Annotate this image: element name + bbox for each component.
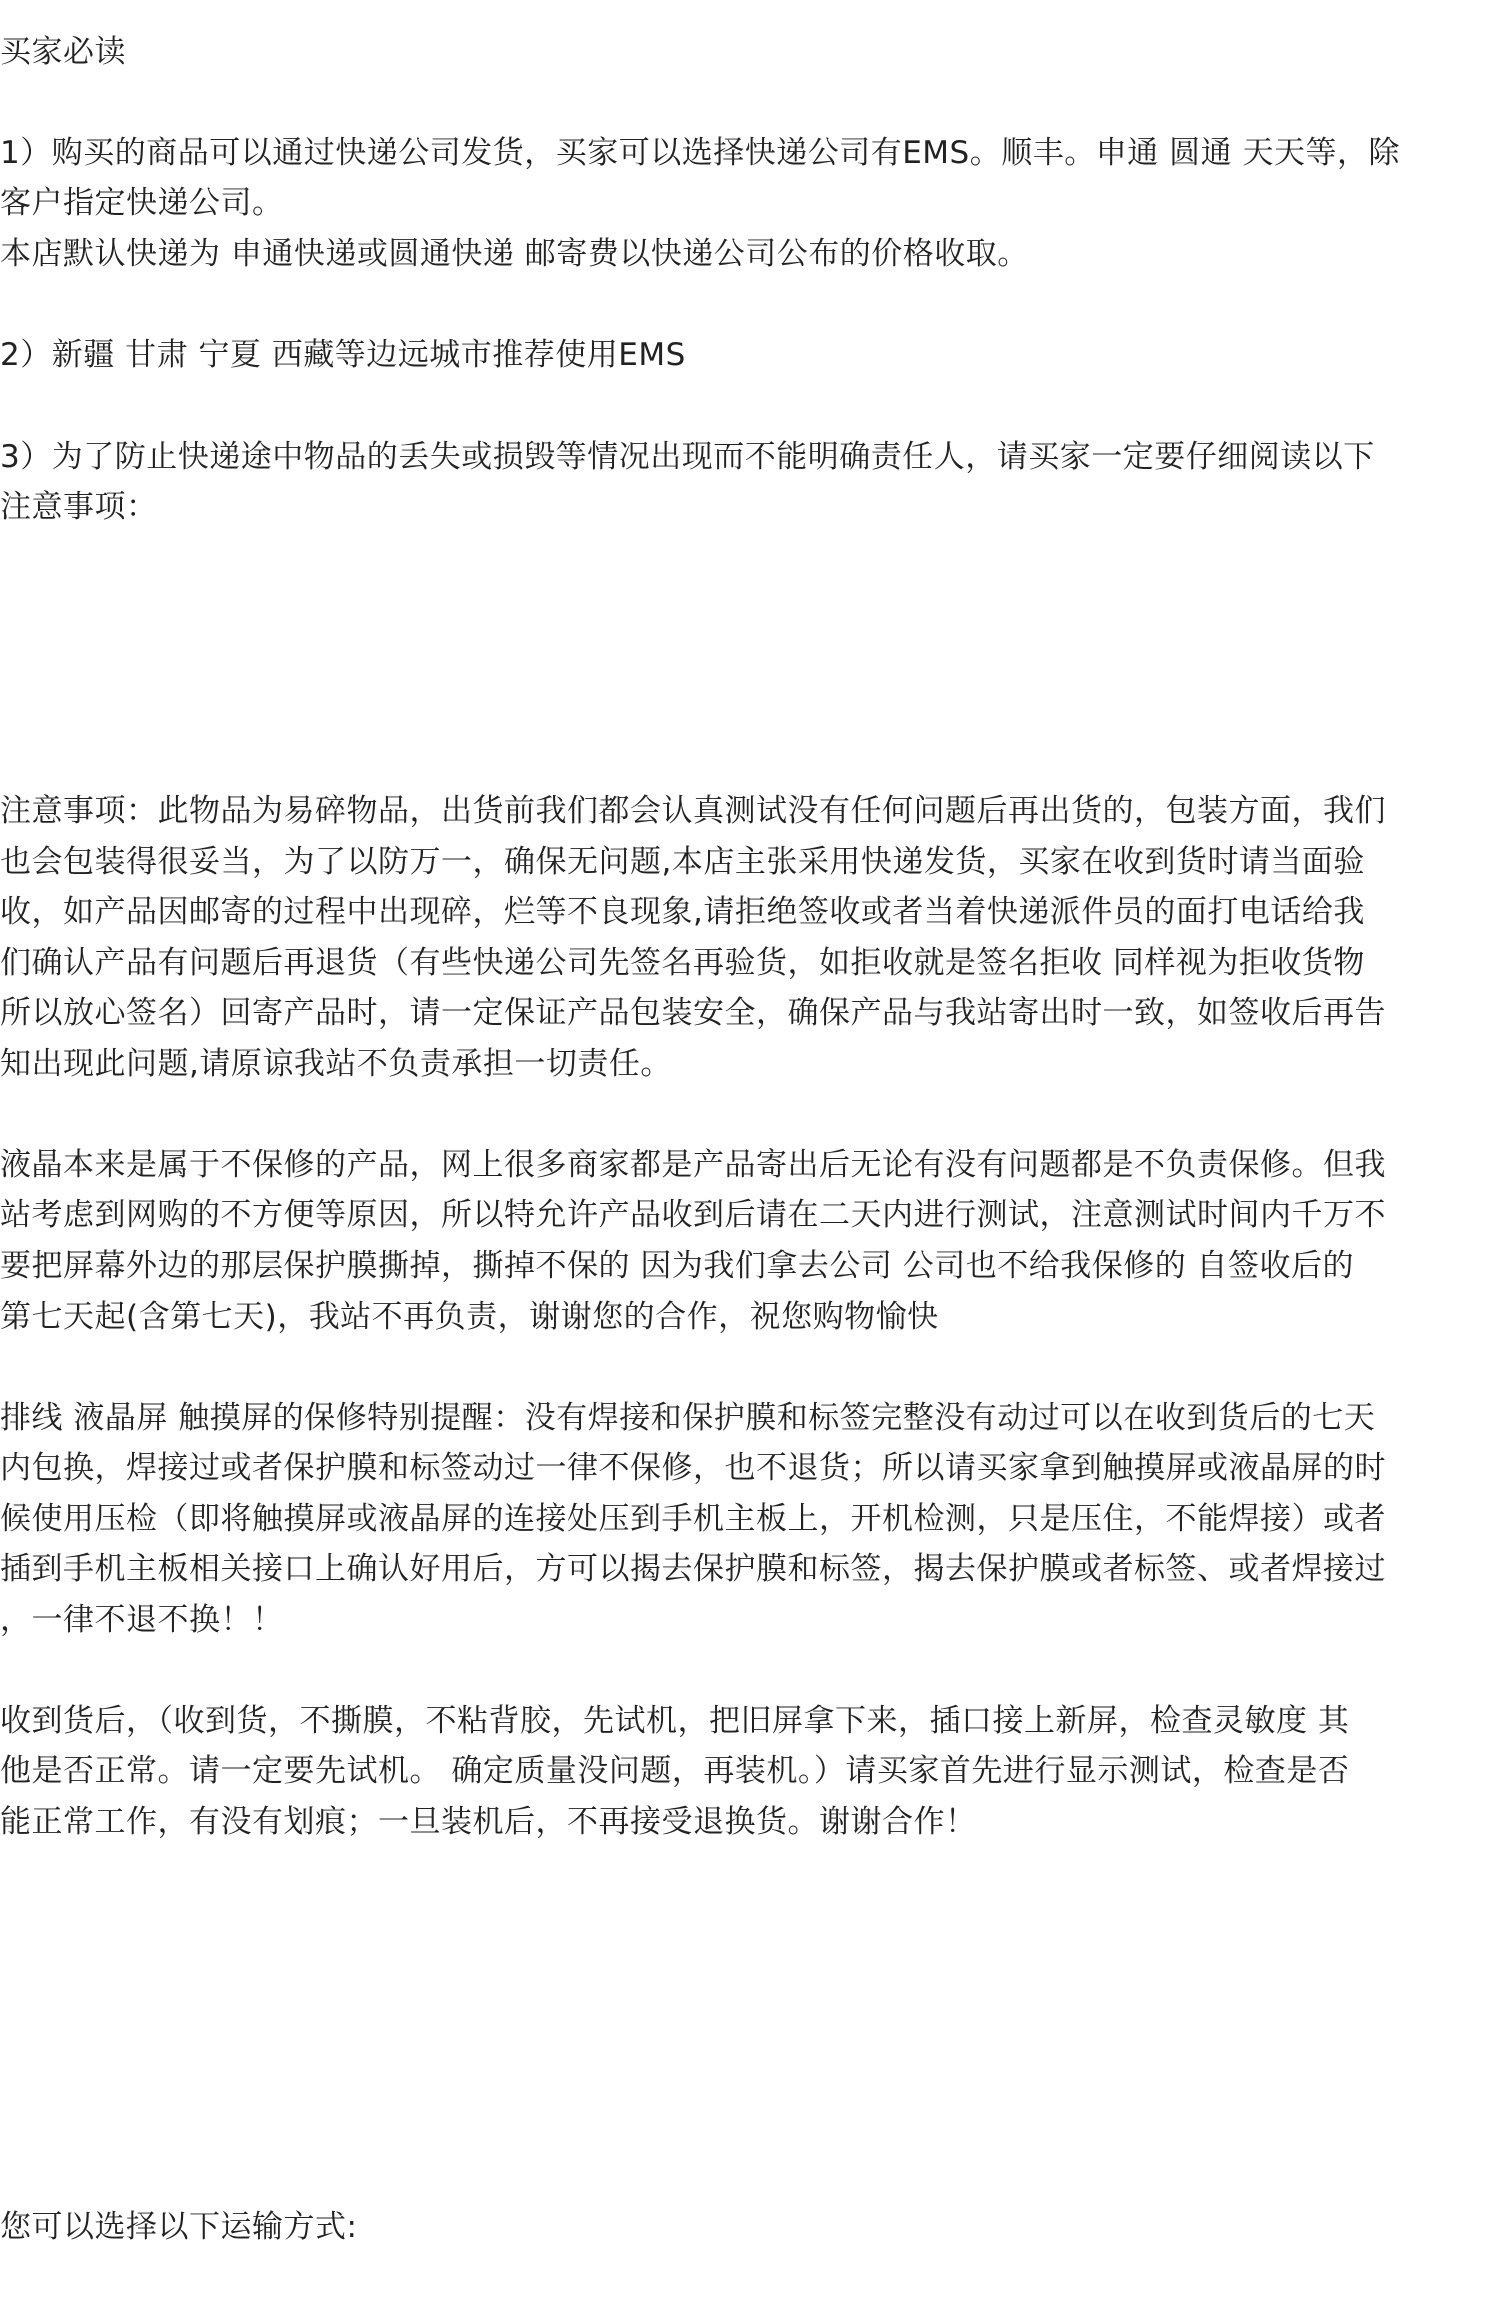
notice-line-6: 知出现此问题,请原谅我站不负责承担一切责任。 [0, 1046, 672, 1082]
receipt-line-1: 收到货后，（收到货，不撕膜，不粘背胶，先试机，把旧屏拿下来，插口接上新屏，检查灵敏度 其 [0, 1703, 1350, 1739]
warranty-line-3: 候使用压检（即将触摸屏或液晶屏的连接处压到手机主板上，开机检测，只是压住，不能焊接）或者 [0, 1501, 1386, 1537]
lcd-line-1: 液晶本来是属于不保修的产品，网上很多商家都是产品寄出后无论有没有问题都是不负责保修。但我 [0, 1147, 1386, 1183]
notice-line-1: 注意事项：此物品为易碎物品，出货前我们都会认真测试没有任何问题后再出货的，包装方面，我们 [0, 793, 1386, 829]
notice-line-2: 也会包装得很妥当，为了以防万一，确保无问题,本店主张采用快递发货，买家在收到货时请当面验 [0, 844, 1365, 880]
notice-line-3: 收，如产品因邮寄的过程中出现碎，烂等不良现象,请拒绝签收或者当着快递派件员的面打电话给我 [0, 894, 1365, 930]
lcd-line-3: 要把屏幕外边的那层保护膜撕掉，撕掉不保的 因为我们拿去公司 公司也不给我保修的 自签收后的 [0, 1248, 1355, 1284]
warranty-line-4: 插到手机主板相关接口上确认好用后，方可以揭去保护膜和标签，揭去保护膜或者标签、或者焊接过 [0, 1551, 1386, 1587]
section1-line-3: 本店默认快递为 申通快递或圆通快递 邮寄费以快递公司公布的价格收取。 [0, 236, 1029, 272]
document-title: 买家必读 [0, 34, 126, 70]
section1-line-2: 客户指定快递公司。 [0, 185, 284, 221]
section2-line-1: 2）新疆 甘肃 宁夏 西藏等边远城市推荐使用EMS [0, 337, 686, 373]
lcd-line-2: 站考虑到网购的不方便等原因，所以特允许产品收到后请在二天内进行测试，注意测试时间内千万不 [0, 1197, 1386, 1233]
warranty-line-5: ，一律不退不换！！ [0, 1602, 284, 1638]
notice-line-5: 所以放心签名）回寄产品时，请一定保证产品包装安全，确保产品与我站寄出时一致，如签收后再告 [0, 995, 1386, 1031]
warranty-line-2: 内包换，焊接过或者保护膜和标签动过一律不保修，也不退货；所以请买家拿到触摸屏或液晶屏的时 [0, 1450, 1386, 1486]
receipt-line-2: 他是否正常。请一定要先试机。 确定质量没问题，再装机。）请买家首先进行显示测试，检查是否 [0, 1753, 1350, 1789]
receipt-line-3: 能正常工作，有没有划痕；一旦装机后，不再接受退换货。谢谢合作！ [0, 1804, 977, 1840]
section3-line-1: 3）为了防止快递途中物品的丢失或损毁等情况出现而不能明确责任人，请买家一定要仔细阅读以下 [0, 439, 1375, 475]
section1-line-1: 1）购买的商品可以通过快递公司发货，买家可以选择快递公司有EMS。顺丰。申通 圆通 天天等，除 [0, 135, 1400, 171]
warranty-line-1: 排线 液晶屏 触摸屏的保修特别提醒：没有焊接和保护膜和标签完整没有动过可以在收到货后的七天 [0, 1400, 1376, 1436]
notice-line-4: 们确认产品有问题后再退货（有些快递公司先签名再验货，如拒收就是签名拒收 同样视为拒收货物 [0, 945, 1365, 981]
section3-line-2: 注意事项： [0, 489, 158, 525]
shipping-options-heading: 您可以选择以下运输方式: [0, 2209, 358, 2245]
lcd-line-4: 第七天起(含第七天)，我站不再负责，谢谢您的合作，祝您购物愉快 [0, 1299, 939, 1335]
